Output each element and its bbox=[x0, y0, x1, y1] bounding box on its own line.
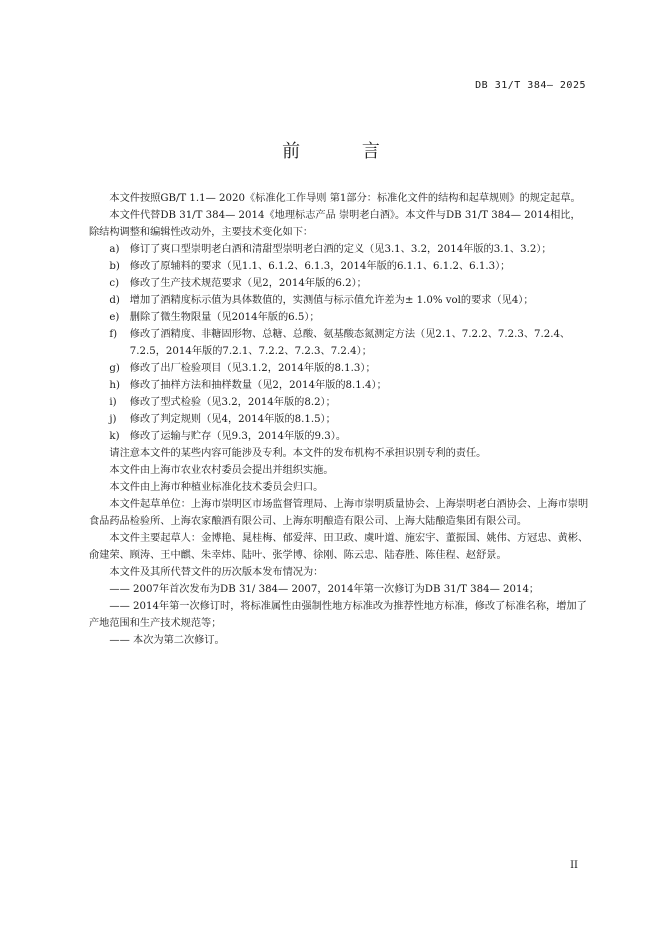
list-item bbox=[89, 275, 589, 292]
page-number: II bbox=[570, 860, 578, 871]
list-text: 修改了判定规则（见4，2014年版的8.1.5）； bbox=[129, 414, 336, 425]
list-text: 修改了抽样方法和抽样数量（见2，2014年版的8.1.4）； bbox=[129, 380, 387, 391]
list-text: 修改了出厂检验项目（见3.1.2，2014年版的8.1.3）； bbox=[129, 363, 376, 374]
list-marker: d) bbox=[109, 295, 120, 306]
list-item bbox=[89, 241, 589, 258]
foreword-body bbox=[89, 190, 589, 649]
paragraph-replacement-note: 本文件代替DB 31/T 384— 2014《地理标志产品 崇明老白酒》。本文件与DB 31/T 384— 2014相比，除结构调整和编辑性改动外，主要技术变化如下： bbox=[89, 210, 581, 238]
paragraph-committee: 本文件由上海市种植业标准化技术委员会归口。 bbox=[109, 482, 324, 493]
paragraph-drafters: 本文件主要起草人：金博艳、晁桂梅、郁爱萍、田卫政、虞叶道、施宏宇、董振国、姚伟、方冠忠、黄彬、俞建荣、顾涛、王中麒、朱幸炜、陆叶、张学博、徐刚、陈云忠、陆春胜、陈佳程、赵舒景。 bbox=[89, 533, 589, 561]
list-item bbox=[89, 428, 589, 445]
list-marker: h) bbox=[109, 380, 120, 391]
history-item: —— 本次为第二次修订。 bbox=[109, 635, 225, 646]
list-marker: e) bbox=[109, 312, 120, 323]
paragraph-history-intro: 本文件及其所代替文件的历次版本发布情况为： bbox=[109, 567, 324, 578]
list-item bbox=[89, 377, 589, 394]
list-item bbox=[89, 292, 589, 309]
list-marker: c) bbox=[109, 278, 120, 289]
list-text: 增加了酒精度标示值为具体数值的，实测值与标示值允许差为± 1.0% vol的要求（见4）； bbox=[129, 295, 534, 306]
list-marker: j) bbox=[109, 414, 117, 425]
list-text: 修订了爽口型崇明老白酒和清甜型崇明老白酒的定义（见3.1、3.2，2014年版的3.1、3.2）； bbox=[129, 244, 552, 255]
list-item bbox=[89, 394, 589, 411]
paragraph-proposer: 本文件由上海市农业农村委员会提出并组织实施。 bbox=[109, 465, 334, 476]
list-marker: a) bbox=[109, 244, 120, 255]
list-text: 修改了酒精度、非糖固形物、总糖、总酸、氨基酸态氮测定方法（见2.1、7.2.2、7.2.3、7.2.4、7.2.5，2014年版的7.2.1、7.2.2、7.2.3、7.2.4）； bbox=[129, 329, 571, 357]
paragraph-drafting-basis: 本文件按照GB/T 1.1— 2020《标准化工作导则 第1部分：标准化文件的结构和起草规则》的规定起草。 bbox=[109, 193, 581, 204]
list-marker: b) bbox=[109, 261, 120, 272]
history-item: —— 2007年首次发布为DB 31/ 384— 2007，2014年第一次修订为DB 31/T 384— 2014； bbox=[109, 584, 540, 595]
list-item bbox=[89, 258, 589, 275]
page-title: 前 言 bbox=[282, 141, 408, 162]
paragraph-drafting-units: 本文件起草单位：上海市崇明区市场监督管理局、上海市崇明质量协会、上海崇明老白酒协会、上海市崇明食品药品检验所、上海农家酿酒有限公司、上海东明酿造有限公司、上海大陆酿造集团有限公司。 bbox=[89, 499, 589, 527]
list-marker: f) bbox=[109, 329, 118, 340]
list-text: 修改了型式检验（见3.2，2014年版的8.2）； bbox=[129, 397, 336, 408]
list-text: 修改了原辅料的要求（见1.1、6.1.2、6.1.3，2014年版的6.1.1、6.1.2、6.1.3）； bbox=[129, 261, 511, 272]
list-text: 修改了生产技术规范要求（见2，2014年版的6.2）； bbox=[129, 278, 367, 289]
list-item bbox=[89, 411, 589, 428]
list-item bbox=[89, 360, 589, 377]
document-code: DB 31/T 384— 2025 bbox=[475, 80, 586, 91]
list-item bbox=[89, 326, 589, 360]
list-marker: i) bbox=[109, 397, 117, 408]
list-item bbox=[89, 309, 589, 326]
list-text: 删除了微生物限量（见2014年版的6.5）； bbox=[129, 312, 320, 323]
list-text: 修改了运输与贮存（见9.3，2014年版的9.3）。 bbox=[129, 431, 347, 442]
technical-changes-list bbox=[89, 241, 589, 445]
list-marker: g) bbox=[109, 363, 120, 374]
paragraph-patent-notice: 请注意本文件的某些内容可能涉及专利。本文件的发布机构不承担识别专利的责任。 bbox=[109, 448, 487, 459]
list-marker: k) bbox=[109, 431, 120, 442]
history-item: —— 2014年第一次修订时，将标准属性由强制性地方标准改为推荐性地方标准，修改了标准名称，增加了产地范围和生产技术规范等； bbox=[89, 601, 587, 629]
